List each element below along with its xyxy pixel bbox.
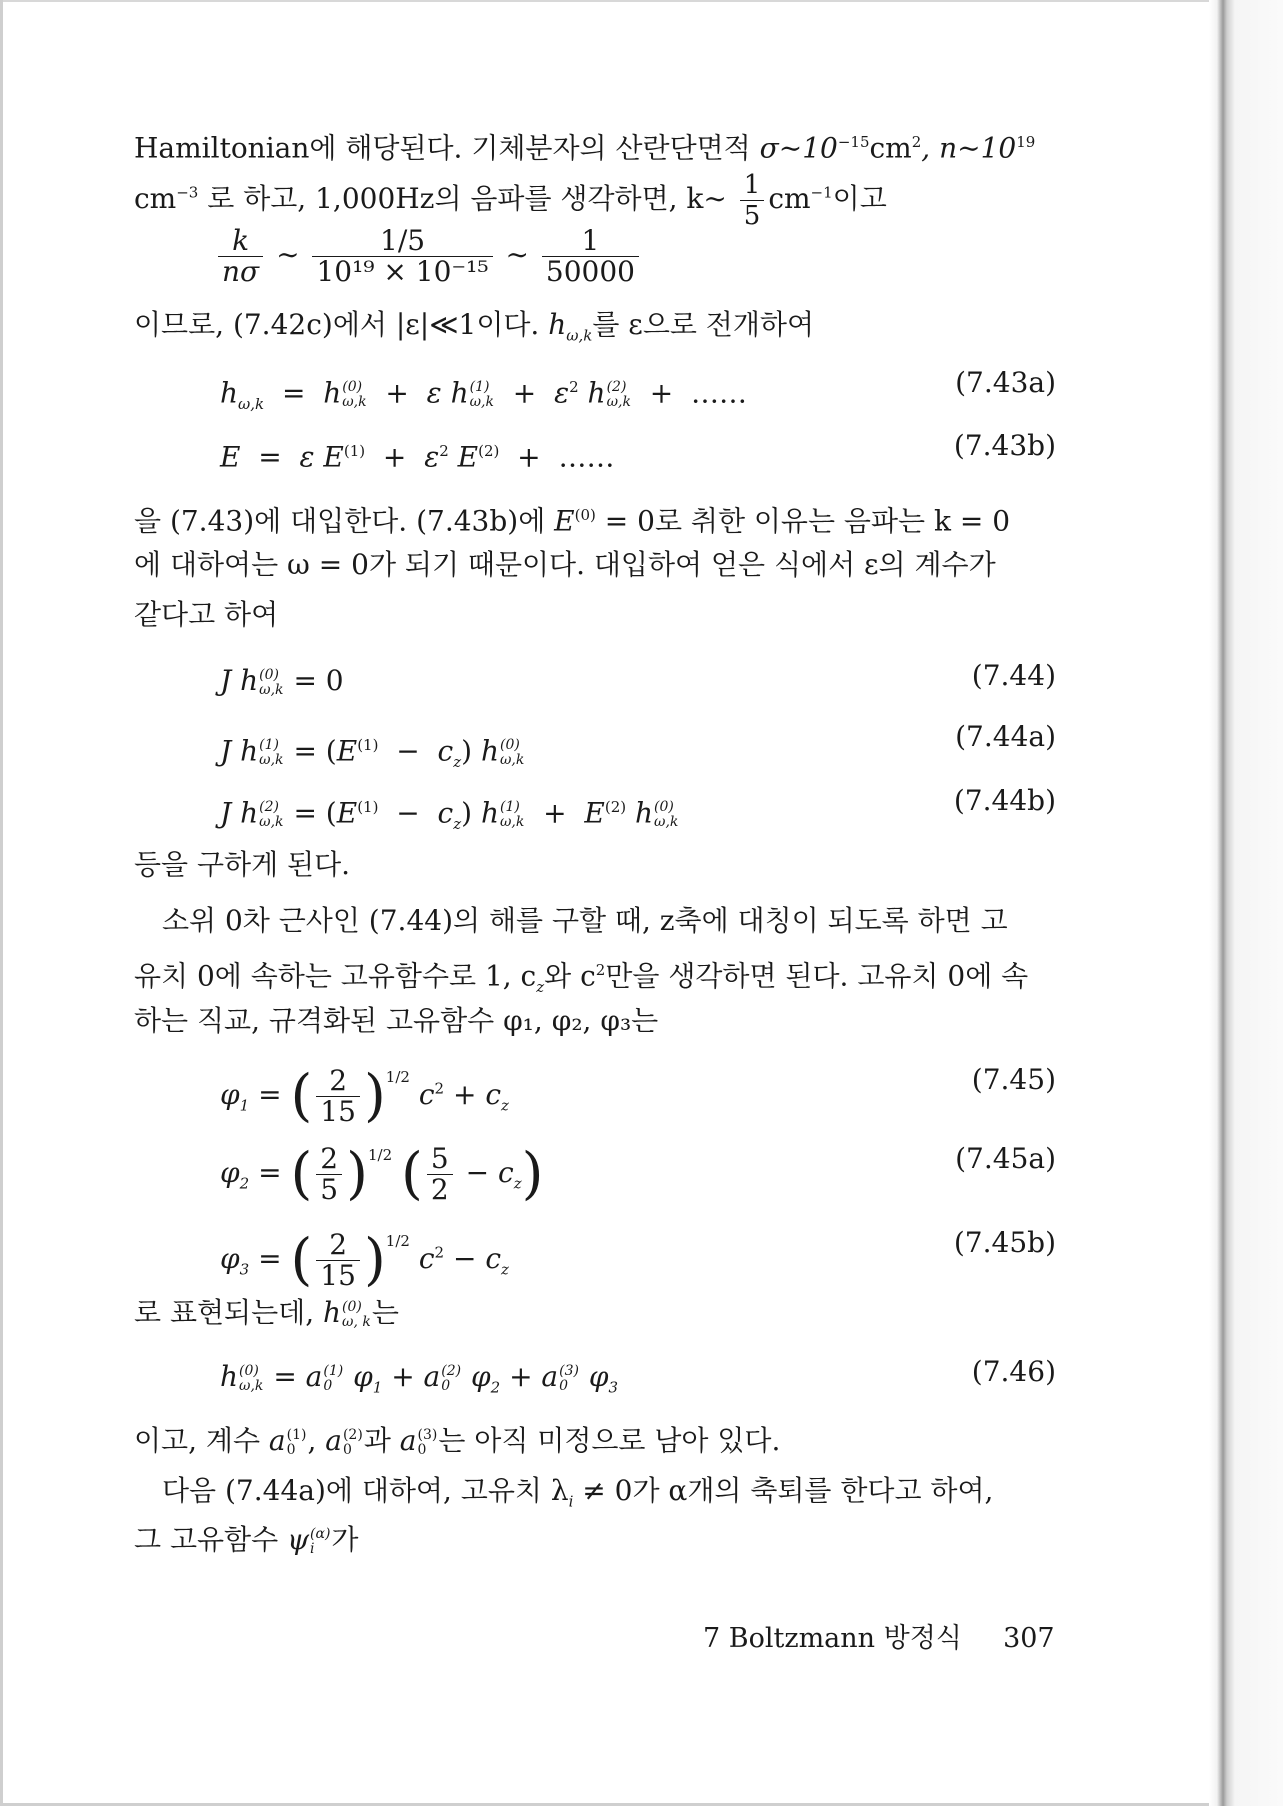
n-expression: , n∼10 [921,131,1017,165]
equation-7-44a: J h (1) ω,k = $(E^{(1)} - c_z)$ h (0) ω,k [220,734,525,771]
equation-number-7-43a: (7.43a) [955,366,1056,399]
ratio-fraction-middle [312,226,492,287]
text-line-10 [134,953,1028,1004]
ratio-fraction-left [218,226,263,287]
ratio-left-den: nσ [222,255,260,288]
h-symbol: h [548,308,567,341]
text-line-5 [134,498,1010,538]
cm-exponent-2: −3 [176,183,199,202]
fraction-one-fifth [740,170,765,231]
text-line-12-main: 로 표현되는데, [134,1296,315,1329]
page-number: 307 [1003,1623,1055,1654]
text-line-13: 이고, 계수 a (1) 0 , a (2) 0 과 a (3) 0 는 아직 미정으로 남아 있다. [134,1424,781,1458]
fraction-numerator: 1 [740,170,765,201]
page-top-edge [0,0,1209,2]
lambda-subscript: i [568,1492,574,1511]
equation-7-44: J h (0) ω,k = 0 [220,664,344,698]
ratio-right-num: 1 [542,226,639,257]
ratio-mid-den: 10¹⁹ × 10⁻¹⁵ [316,255,489,288]
text-line-10-main: 유치 0에 속하는 고유함수로 1, c [134,959,537,993]
ratio-mid-num: 1/5 [312,226,492,257]
h-subscript: ω,k [566,326,593,345]
text-line-15 [134,1523,358,1557]
sigma-exponent: −15 [837,133,870,151]
ratio-left-num: k [218,226,263,257]
equation-number-7-43b: (7.43b) [953,429,1056,462]
text-line-9: 소위 0차 근사인 (7.44)의 해를 구할 때, z축에 대칭이 되도록 하면 고 [162,904,1008,937]
E-superscript: (0) [574,506,596,524]
psi-superscript-subscript: (α) i [310,1525,331,1557]
text-line-11: 하는 직교, 규격화된 고유함수 φ₁, φ₂, φ₃는 [134,1004,659,1037]
h-symbol-2: h [323,1296,342,1329]
text-line-14-main: 다음 (7.44a)에 대하여, 고유치 λ [162,1474,569,1507]
equation-7-43a: $h_{\omega,k} = h$ (0) ω,k + ε h (1) ω,k + $\varepsilon^2$ h (2) ω,k + …… [220,376,748,413]
fraction-denominator: 5 [743,201,761,231]
text-line-13-mid: 과 [363,1424,391,1457]
text-line-5-main: 을 (7.43)에 대입한다. (7.43b)에 [134,504,546,538]
sigma-expression: σ∼10 [759,131,838,165]
cm-unit: cm [869,131,912,165]
equation-number-7-44b: (7.44b) [953,784,1056,817]
cm-unit-3: cm [768,182,811,215]
cm-exponent: 2 [911,133,922,151]
page-curl-shadow [1209,0,1283,1806]
text-line-15-main: 그 고유함수 [134,1523,279,1556]
chapter-title: 7 Boltzmann 방정식 [703,1623,962,1654]
cm-unit-2: cm [134,182,177,215]
text-line-10-end: 만을 생각하면 된다. 고유치 0에 속 [605,959,1029,993]
E-symbol: E [554,504,575,538]
text-line-13-main: 이고, 계수 [134,1424,260,1457]
equation-7-44b: J h (2) ω,k = $(E^{(1)} - c_z)$ h (1) ω,k + $E^{(2)}$ h (0) ω,k [220,796,679,833]
c-squared-exponent: 2 [595,961,606,979]
page-left-edge [0,0,3,1806]
ratio-fraction-right [542,226,639,287]
text-line-14 [162,1474,993,1519]
ratio-equation [214,226,643,287]
equation-number-7-45: (7.45) [971,1063,1056,1096]
equation-number-7-46: (7.46) [971,1355,1056,1388]
text-line-7: 같다고 하여 [134,598,279,631]
equation-7-46: h (0) ω,k = a (1) 0 $\varphi_1 + a$ (2) 0 $\varphi_2 + a$ (3) 0 $\varphi_3$ [220,1360,619,1397]
text-line-12 [134,1296,399,1330]
text-line-4-end: 를 ε으로 전개하여 [592,308,815,341]
text-line-2-main: 로 하고, 1,000Hz의 음파를 생각하면, k∼ [207,182,727,215]
psi-symbol: ψ [287,1523,310,1556]
text-line-13-end: 는 아직 미정으로 남아 있다. [438,1424,781,1457]
text-line-1 [134,125,1035,165]
running-footer [703,1622,1055,1656]
text-line-15-end: 가 [331,1523,359,1556]
text-line-5-end: = 0로 취한 이유는 음파는 k = 0 [604,504,1011,538]
text-line-1-main: Hamiltonian에 해당된다. 기체분자의 산란단면적 [134,131,751,165]
text-line-12-end: 는 [371,1296,399,1329]
equation-7-43b: E = ε $E^{(1)} + \varepsilon^2$ $E^{(2)}$ + …… [220,440,615,474]
equation-7-45a: $\varphi_2$ = ( $\frac{2}{5}$ )$^{1/2}$ ( $\frac{5}{2}$ − $c_z$) [220,1141,544,1207]
sim-sign-1: ∼ [276,238,300,271]
ratio-right-den: 50000 [545,255,635,288]
text-line-2-end: 이고 [832,182,887,215]
equation-number-7-45b: (7.45b) [953,1226,1056,1259]
equation-number-7-45a: (7.45a) [955,1142,1056,1175]
text-line-8: 등을 구하게 된다. [134,848,351,881]
text-line-6: 에 대하여는 ω = 0가 되기 때문이다. 대입하여 얻은 식에서 ε의 계수가 [134,548,996,581]
text-line-14-end: ≠ 0가 α개의 축퇴를 한다고 하여, [582,1474,994,1507]
sim-sign-2: ∼ [505,238,530,271]
equation-7-45b: $\varphi_3$ = ( $\frac{2}{15}$ )$^{1/2}$ $c^2 - c_z$ [220,1227,509,1293]
equation-number-7-44: (7.44) [971,659,1056,692]
cz-subscript: z [536,977,545,996]
equation-number-7-44a: (7.44a) [955,720,1056,753]
text-line-2 [134,170,887,231]
cm-exponent-3: −1 [810,183,833,202]
h-superscript-subscript: (0) ω, k [342,1298,371,1330]
text-line-4 [134,308,814,353]
text-line-10-mid: 와 c [544,959,596,993]
text-line-4-main: 이므로, (7.42c)에서 |ε|≪1이다. [134,308,540,341]
n-exponent: 19 [1016,133,1036,151]
equation-7-45: $\varphi_1$ = ( $\frac{2}{15}$ )$^{1/2}$ $c^2 + c_z$ [220,1063,509,1129]
